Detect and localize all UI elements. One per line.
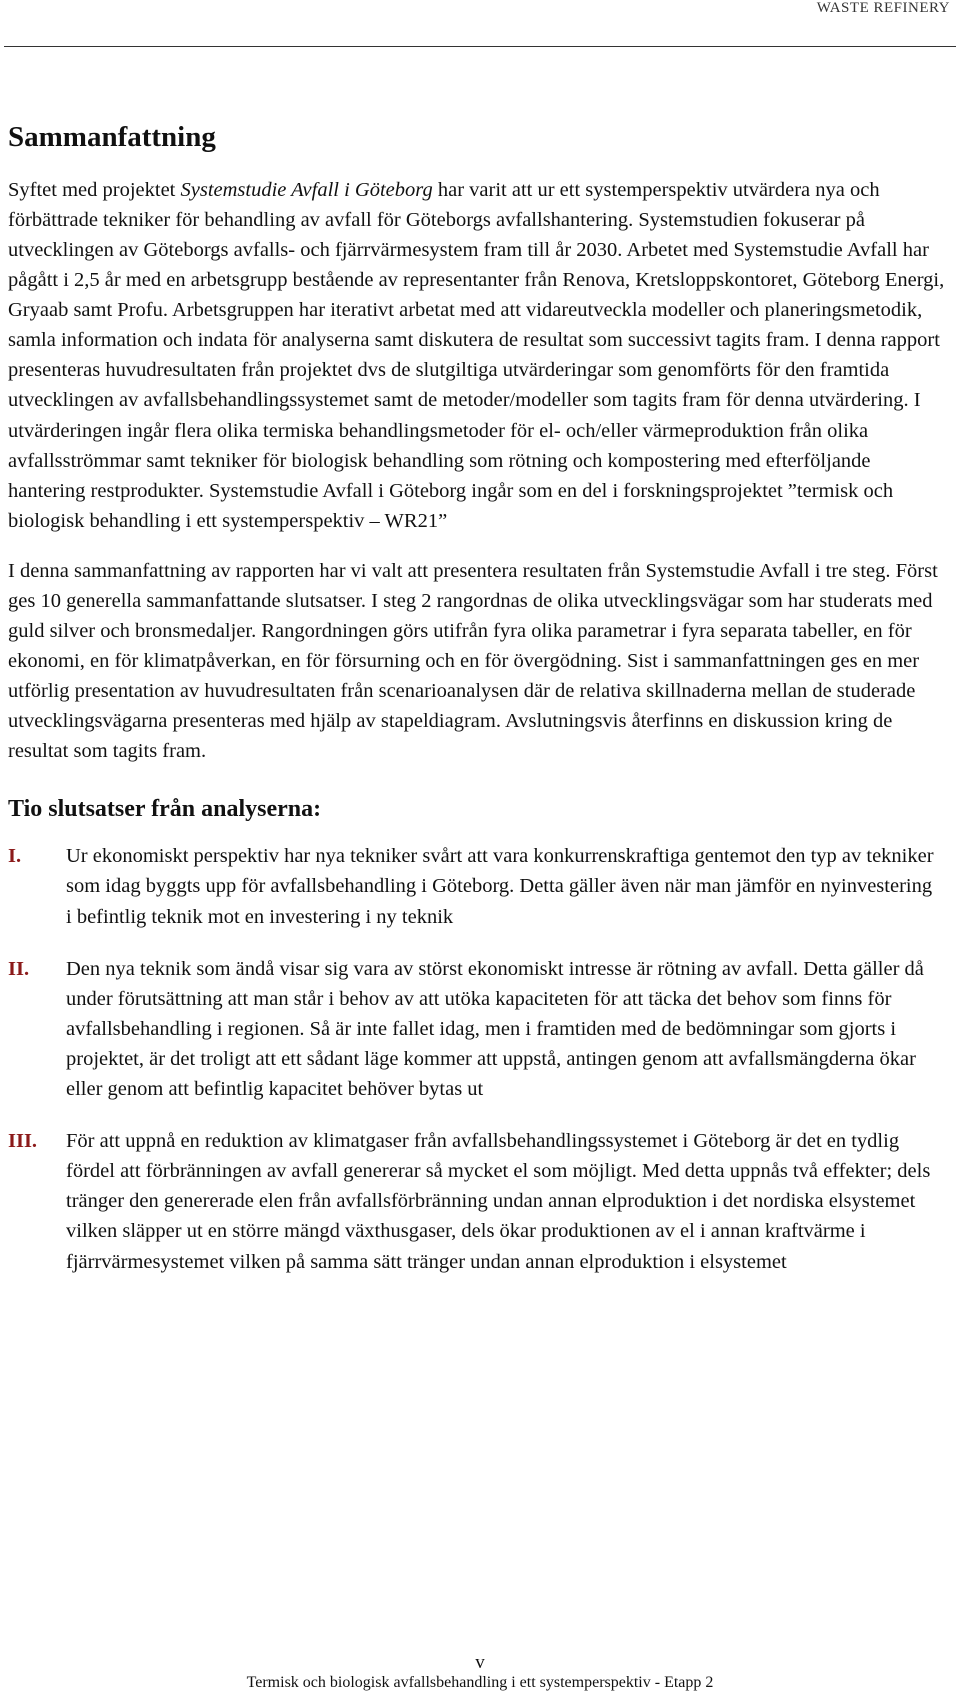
header-divider	[4, 46, 956, 47]
conclusion-item	[8, 954, 948, 1104]
conclusion-text: Ur ekonomiskt perspektiv har nya tekniker svårt att vara konkurrenskraftiga gentemot den typ av tekniker som idag byggts upp för avfallsbehandling i Göteborg. Detta gäller även när man jämför en nyinvestering i befintlig teknik mot en investering i ny teknik	[66, 845, 934, 928]
conclusions-list	[8, 841, 948, 1276]
conclusions-title: Tio slutsatser från analyserna:	[8, 795, 322, 822]
conclusion-numeral: I.	[8, 845, 22, 868]
footer-report-title: Termisk och biologisk avfallsbehandling i ett systemperspektiv - Etapp 2	[246, 1674, 714, 1691]
running-header: WASTE REFINERY	[816, 0, 950, 16]
conclusion-text: För att uppnå en reduktion av klimatgaser från avfallsbehandlingssystemet i Göteborg är det en tydlig fördel att förbränningen av avfall genererar så mycket el som möjligt. Med detta uppnås två effekter; dels tränger den genererade elen från avfallsförbränning undan annan elproduktion i det nordiska elsystemet vilken släpper ut en större mängd växthusgaser, dels ökar produktionen av el i annan kraftvärme i fjärrvärmesystemet vilken på samma sätt tränger undan annan elproduktion i elsystemet	[66, 1130, 931, 1273]
conclusion-numeral: III.	[8, 1130, 38, 1153]
conclusion-numeral: II.	[8, 957, 30, 980]
summary-paragraph-2: I denna sammanfattning av rapporten har vi valt att presentera resultaten från Systemstudie Avfall i tre steg. Först ges 10 generella sammanfattande slutsatser. I steg 2 rangordnas de olika utvecklingsvägar som har studerats med guld silver och bronsmedaljer. Rangordningen görs utifrån fyra olika parametrar i fyra separata tabeller, en för ekonomi, en för klimatpåverkan, en för försurning och en för övergödning. Sist i sammanfattningen ges en mer utförlig presentation av huvudresultaten från scenarioanalysen där de relativa skillnaderna mellan de studerade utvecklingsvägarna presenteras med hjälp av stapeldiagram. Avslutningsvis återfinns en diskussion kring de resultat som tagits fram.	[8, 559, 938, 763]
page-content	[8, 120, 948, 1299]
summary-paragraph-1-start: Syftet med projektet	[8, 178, 181, 201]
summary-paragraph-1-rest: har varit att ur ett systemperspektiv utvärdera nya och förbättrade tekniker för behandling av avfall för Göteborgs avfallshantering. Systemstudien fokuserar på utvecklingen av Göteborgs avfalls- och fjärrvärmesystem fram till år 2030. Arbetet med Systemstudie Avfall har pågått i 2,5 år med en arbetsgrupp bestående av representanter från Renova, Kretsloppskontoret, Göteborg Energi, Gryaab samt Profu. Arbetsgruppen har iterativt arbetat med att vidareutveckla modeller och planeringsmetodik, samla information och indata för analyserna samt diskutera de resultat som successivt tagits fram. I denna rapport presenteras huvudresultaten från projektet dvs de slutgiltiga utvärderingar som genomförts för den framtida utvecklingen av avfallsbehandlingssystemet samt de metoder/modeller som tagits fram för denna utvärdering. I utvärderingen ingår flera olika termiska behandlingsmetoder för el- och/eller värmeproduktion från olika avfallsströmmar samt tekniker för biologisk behandling som rötning och kompostering med efterföljande hantering restprodukter. Systemstudie Avfall i Göteborg ingår som en del i forskningsprojektet ”termisk och biologisk behandling i ett systemperspektiv – WR21”	[8, 178, 945, 532]
page-number: v	[475, 1652, 485, 1673]
section-title: Sammanfattning	[8, 121, 216, 153]
project-name-italic: Systemstudie Avfall i Göteborg	[180, 178, 433, 201]
summary-paragraph-1	[8, 175, 948, 536]
conclusion-item	[8, 841, 948, 931]
conclusion-item	[8, 1126, 948, 1276]
conclusion-text: Den nya teknik som ändå visar sig vara av störst ekonomiskt intresse är rötning av avfall. Detta gäller då under förutsättning att man står i behov av att utöka kapaciteten för att täcka det behov som finns för avfallsbehandling i regionen. Så är inte fallet idag, men i framtiden med de bedömningar som gjorts i projektet, är det troligt att ett sådant läge kommer att uppstå, antingen genom att avfallsmängderna ökar eller genom att befintlig kapacitet behöver bytas ut	[66, 957, 924, 1101]
